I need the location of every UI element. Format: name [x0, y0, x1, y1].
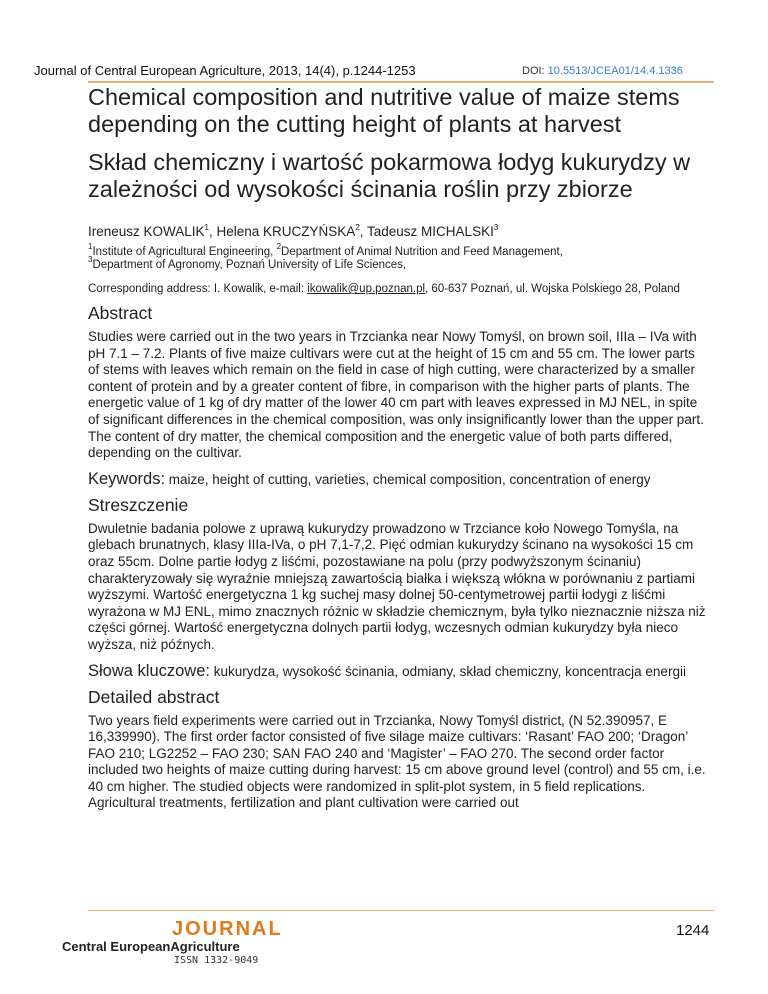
author-name: Ireneusz KOWALIK: [88, 224, 205, 239]
corresponding-suffix: , 60-637 Poznań, ul. Wojska Polskiego 28, Poland: [425, 283, 680, 295]
keywords: [88, 470, 708, 489]
doi: [522, 65, 683, 77]
affiliations: [88, 242, 708, 272]
journal-citation: Journal of Central European Agriculture, 2013, 14(4), p.1244-1253: [34, 63, 416, 78]
logo-name-part: Central European: [62, 939, 171, 954]
slowa-kluczowe: [88, 662, 708, 681]
affiliation-mark: 2: [276, 242, 282, 251]
logo-journal-name: [62, 939, 240, 954]
keywords-label: Keywords:: [88, 469, 166, 488]
title-polish: Skład chemiczny i wartość pokarmowa łodyg kukurydzy w zależności od wysokości ścinania roślin przy zbiorze: [88, 149, 691, 202]
footer-rule: [88, 910, 714, 911]
doi-link[interactable]: 10.5513/JCEA01/14.4.1336: [547, 65, 683, 77]
affiliation-mark: 1: [88, 242, 93, 251]
keywords-text: maize, height of cutting, varieties, chemical composition, concentration of energy: [165, 471, 651, 487]
author-affiliation-mark: 2: [355, 223, 360, 232]
streszczenie-text: Dwuletnie badania polowe z uprawą kukurydzy prowadzono w Trzciance koło Nowego Tomyśla, na glebach brunatnych, klasy IIIa-IVa, o pH 7,1-7,2. Pięć odmian kukurydzy ścinano na wysokości 15 cm oraz 55cm. Dolne partie łodyg z liśćmi, pozostawiane na polu (przy podwyższonym ścinaniu) charakteryzowały się wyraźnie mniejszą zawartością białka i większą włókna w porównaniu z partiami wyższymi. Wartość energetyczna 1 kg suchej masy dolnej 50-centymetrowej partii łodygi z liśćmi wyrażona w MJ ENL, mimo znacznych różnic w składzie chemicznym, była tylko nieznacznie niższa niż części górnej. Wartość energetyczna dolnych partii łodyg, wczesnych odmian kukurydzy była nieco wyższa, niż późnych.: [88, 520, 706, 652]
doi-label: DOI:: [522, 65, 548, 77]
corresponding-address: [88, 282, 708, 297]
logo-journal-word: JOURNAL: [172, 918, 283, 940]
affiliation-text: Department of Animal Nutrition and Feed Management,: [281, 246, 563, 258]
detailed-abstract-text: Two years field experiments were carried out in Trzcianka, Nowy Tomyśl district, (N 52.390957, E 16,339990). The first order factor consisted of five silage maize cultivars: ‘Rasant’ FAO 200; ‘Dragon’ FAO 210; LG2252 – FAO 230; SAN FAO 240 and ‘Magister’ – FAO 270. The second order factor included two heights of maize cutting during harvest: 15 cm above ground level (control) and 55 cm, i.e. 40 cm higher. The studied objects were randomized in split-plot system, in 5 field replications. Agricultural treatments, fertilization and plant cultivation were carried out: [88, 712, 706, 811]
logo-name-part: Agriculture: [170, 939, 240, 954]
author-affiliation-mark: 3: [493, 223, 499, 232]
author-name: , Helena KRUCZYŃSKA: [209, 224, 356, 239]
author-name: , Tadeusz MICHALSKI: [359, 224, 494, 239]
slowa-kluczowe-label: Słowa kluczowe:: [88, 661, 210, 680]
journal-header: [34, 63, 714, 78]
article-body: [88, 84, 708, 812]
author-affiliation-mark: 1: [204, 223, 209, 232]
abstract-heading: Abstract: [88, 303, 153, 323]
author-list: [88, 223, 708, 240]
corresponding-prefix: Corresponding address: I. Kowalik, e-mail:: [88, 283, 308, 295]
abstract-text: Studies were carried out in the two years in Trzcianka near Nowy Tomyśl, on brown soil, IIIa – IVa with pH 7.1 – 7.2. Plants of five maize cultivars were cut at the height of 15 cm and 55 cm. The lower parts of stems with leaves which remain on the field in case of high cutting, were characterized by a smaller content of protein and by a greater content of fibre, in comparison with the higher parts of plants. The energetic value of 1 kg of dry matter of the lower 40 cm part with leaves expressed in MJ NEL, in spite of significant differences in the chemical composition, was only insignificantly lower than the upper part. The content of dry matter, the chemical composition and the energetic value of both parts differed, depending on the cultivar.: [88, 329, 704, 461]
affiliation-mark: 3: [88, 255, 93, 264]
affiliation-text: Department of Agronomy, Poznań University of Life Sciences,: [92, 259, 407, 271]
logo-issn: ISSN 1332-9049: [174, 955, 259, 966]
slowa-kluczowe-text: kukurydza, wysokość ścinania, odmiany, skład chemiczny, koncentracja energii: [209, 663, 686, 679]
title-english: Chemical composition and nutritive value of maize stems depending on the cutting height of plants at harvest: [88, 84, 680, 137]
affiliation-text: Institute of Agricultural Engineering,: [92, 246, 277, 258]
streszczenie-heading: Streszczenie: [88, 494, 189, 515]
email-link[interactable]: ikowalik@up.poznan.pl: [307, 283, 426, 295]
page-number: 1244: [676, 922, 710, 939]
detailed-abstract-heading: Detailed abstract: [88, 686, 220, 707]
header-rule: [88, 81, 714, 83]
